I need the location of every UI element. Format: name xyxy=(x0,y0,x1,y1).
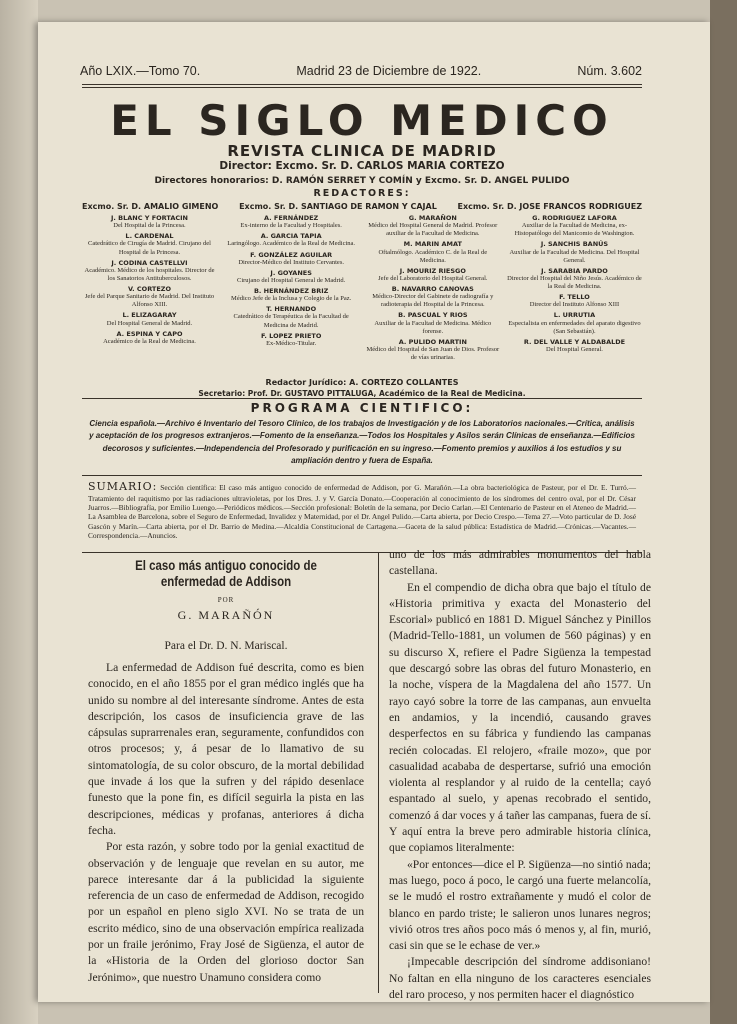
redactor-name: J. GOYANES xyxy=(270,268,312,277)
redactor-entry xyxy=(82,232,217,256)
redactor-title: Ex-interno de la Facultad y Hospitales. xyxy=(240,222,342,230)
programa-text: Ciencia española.—Archivo é Inventario del Tesoro Clínico, de los trabajos de Investigación y de los Laboratorios nacionales.—Crítica, análisis y aceptación de los progresos extranjeros.—Fomento de la enseñanza.—Todos los Hospitales y Asilos serán Clínicas de enseñanza.—Edificios decorosos y suficientes.—Independencia del Profesorado y purificación en su ingreso.—Fomento premios y auxilios á los estudios y su ampliación dentro y fuera de España. xyxy=(89,419,635,466)
redactor-title: Auxiliar de la Facultad de Medicina, ex-Histopatólogo del Manicomio de Washington. xyxy=(514,222,635,238)
redactor-title: Del Hospital General de Madrid. xyxy=(106,319,193,327)
article-author: G. MARAÑÓN xyxy=(177,608,275,622)
article-title: El caso más antiguo conocido de enfermedad de Addison xyxy=(135,557,317,590)
redactor-entry xyxy=(224,214,359,230)
redactor-title: Catedrático de Cirugía de Madrid. Cirujano del Hospital de la Princesa. xyxy=(88,240,211,256)
redactor-name: F. LOPEZ PRIETO xyxy=(260,331,322,340)
secretario-line: Secretario: Prof. Dr. GUSTAVO PITTALUGA, Académico de la Real de Medicina. xyxy=(198,389,526,398)
redactor-name: F. GONZÁLEZ AGUILAR xyxy=(250,250,333,259)
sumario-text: Sección científica: El caso más antiguo conocido de enfermedad de Addison, por G. Marañón.—La obra bacteriológica de Pasteur, por el Dr. E. Turró.—Tratamiento del raquitismo por las radiaciones ultravioletas, por los Dres. J. y V. García Donato.—Cooperación al conocimiento de los síndromes del centro oval, por el Dr. César Juarros.—Bibliografía, por Emilio Luengo.—Periódicos médicos.—Sección profesional: Boletín de la semana, por Decio Carlan.—El Centenario de Pasteur en el Ateneo de Madrid.—La Asamblea de Barcelona, sobre el Seguro de Enfermedad, Invalidez y Maternidad, por el Dr. Angel Pulido.—Carta abierta, por Decio Crespo.—Tema 27.—Voto particular de D. José Gascón y Marín.—Carta abierta, por el Dr. Barrio de Medina.—Alcaldía Constitucional de Cartagena.—Gaceta de la salud pública: Estadística de Madrid.—Crónicas.—Vacantes.—Correspondencia.—Anuncios. xyxy=(88,483,636,540)
redactor-title: Jefe del Parque Sanitario de Madrid. Del Instituto Alfonso XIII. xyxy=(84,293,215,309)
redactor-title: Especialista en enfermedades del aparato digestivo (San Sebastián). xyxy=(508,319,641,335)
redactor-entry xyxy=(365,338,500,362)
sumario-label: SUMARIO: xyxy=(88,480,158,493)
masthead-subtitle: REVISTA CLINICA DE MADRID xyxy=(227,142,497,160)
redactor-title: Académico de la Real de Medicina. xyxy=(103,337,196,345)
paragraph: Por esta razón, y sobre todo por la genial exactitud de observación y de lenguaje que revelan en su autor, me parece interesante dar á la publicidad la siguiente referencia de un caso de enfermedad de Addison, recogido por un español en pleno siglo XVI. No se trata de un escrito médico, sino de una observación empírica realizada por un fraile jerónimo, Fray José de Sigüenza, el autor de la «Historia de la Orden del glorioso doctor San Jerónimo», que nuestro Unamuno considera como xyxy=(88,840,364,984)
masthead-title: EL SIGLO MEDICO xyxy=(110,96,614,145)
redactor-entry xyxy=(82,259,217,283)
article-dedication: Para el Dr. D. N. Mariscal. xyxy=(164,640,288,652)
redactor-name: L. URRUTIA xyxy=(553,311,596,320)
redactor-name: G. MARAÑON xyxy=(408,214,457,222)
top-rule-2 xyxy=(82,87,642,88)
redactores-columns xyxy=(82,214,642,364)
sumario xyxy=(88,480,636,540)
redactor-name: J. SARABIA PARDO xyxy=(541,266,608,275)
redactor-name: A. PULIDO MARTIN xyxy=(398,337,467,346)
redactor-entry xyxy=(82,330,217,346)
redactor-entry xyxy=(224,232,359,248)
masthead-bottom-rule xyxy=(82,398,642,399)
redactor-name: J. CODINA CASTELLVI xyxy=(111,258,188,267)
redactor-title: Auxiliar de la Facultad de Medicina. Médico forense. xyxy=(374,319,492,335)
redactores-col-4 xyxy=(507,214,642,364)
redactor-title: Médico del Hospital General de Madrid. Profesor auxiliar de la Facultad de Medicina. xyxy=(368,222,498,238)
redactor-title: Auxiliar de la Facultad de Medicina. Del Hospital General. xyxy=(509,248,640,264)
redactores-label: REDACTORES: xyxy=(313,188,411,199)
issue-line xyxy=(80,64,642,78)
paragraph: La enfermedad de Addison fué descrita, como es bien conocido, en el año 1855 por el gran médico inglés que ha unido su nombre al del interesante síndrome. Antes de esta descripción, los casos de insuficiencia grave de las cápsulas suprarrenales eran, seguramente, confundidos con otros procesos; y, á pesar de lo llamativo de su sintomatología, de su color obscuro, de la mortal debilidad que invade á los que la sufren y del rápido desenlace funesto que la pone fin, es difícil seguirla la pista en las descripciones, médicas y profanas, anteriores á dicha fecha. xyxy=(88,661,364,837)
paragraph: «Por entonces—dice el P. Sigüenza—no sintió nada; mas luego, poco á poco, le cargó una fuerte melancolía, se le mudó el rostro extrañamente y mudó el color de blanco en pardo triste; le salieron unos lunares negros; vivió otros tres años poco más ó menos y, al fin, murió, casi sin que se le echase de ver.» xyxy=(389,857,651,953)
redactor-head-3: Excmo. Sr. D. JOSE FRANCOS RODRIGUEZ xyxy=(457,202,642,211)
programa-title: PROGRAMA CIENTIFICO: xyxy=(250,401,474,415)
redactor-entry xyxy=(224,287,359,303)
redactor-name: B. NAVARRO CANOVAS xyxy=(391,285,474,293)
issue-number: Núm. 3.602 xyxy=(577,64,642,78)
redactor-name: R. DEL VALLE Y ALDABALDE xyxy=(523,337,626,346)
redactor-entry xyxy=(82,285,217,309)
redactor-name: B. HERNÁNDEZ BRIZ xyxy=(253,287,329,295)
column-divider xyxy=(378,553,379,993)
article-por: POR xyxy=(217,596,235,604)
issue-date: Madrid 23 de Diciembre de 1922. xyxy=(296,64,482,78)
redactor-name: J. BLANC Y FORTACIN xyxy=(111,214,188,222)
programa-rule xyxy=(82,475,642,476)
redactor-head-1: Excmo. Sr. D. AMALIO GIMENO xyxy=(82,202,219,211)
redactor-name: G. RODRIGUEZ LAFORA xyxy=(532,214,617,222)
redactor-name: A. GARCIA TAPIA xyxy=(260,232,322,241)
redactor-entry xyxy=(224,332,359,348)
honorary-directors: Directores honorarios: D. RAMÓN SERRET Y COMÍN y Excmo. Sr. D. ANGEL PULIDO xyxy=(154,176,570,186)
article-column-right xyxy=(389,547,651,1003)
redactor-entry xyxy=(365,214,500,238)
redactor-title: Director-Médico del Instituto Cervantes. xyxy=(238,258,344,266)
redactor-name: M. MARIN AMAT xyxy=(403,240,462,249)
redactor-name: A. FERNÁNDEZ xyxy=(264,214,319,222)
paragraph: En el compendio de dicha obra que bajo el título de «Historia primitiva y exacta del Monasterio del Escorial» publicó en 1881 D. Miguel Sánchez y Pinillos (Madrid-Tello-1881, un volumen de 560 páginas) y en su discurso X, refiere el Padre Sigüenza la tempestad que descargó sobre las obras del futuro Monasterio, en la noche, víspera de la Magdalena del año 1577. Un rayo cayó sobre la torre de las campanas, aun envuelta en andamios, y la incendió, causando graves desperfectos en su fábrica y fundiendo las campanas recién colocadas. El relojero, «fraile mozo», que por casualidad acababa de despertarse, sufrió una emoción violenta al resplandor y al ruido de la centella; cayó espantado al suelo, y apenas recobrado el sentido, comenzó á dar voces y á tañer las campanas, fuera de sí. Y aquí entra la breve pero admirable historia clínica, que copiamos literalmente: xyxy=(389,580,651,855)
redactor-name: T. HERNANDO xyxy=(266,305,317,314)
redactor-title: Laringólogo. Académico de la Real de Medicina. xyxy=(227,240,356,248)
redactor-title: Director del Instituto Alfonso XIII xyxy=(529,301,620,309)
redactor-entry xyxy=(507,214,642,238)
redactor-entry xyxy=(507,293,642,309)
redactor-title: Académico. Médico de los hospitales. Director de los Sanatorios Antituberculosos. xyxy=(84,266,215,282)
year-volume: Año LXIX.—Tomo 70. xyxy=(80,64,201,78)
redactor-entry xyxy=(507,311,642,335)
redactor-head-2: Excmo. Sr. D. SANTIAGO DE RAMON Y CAJAL xyxy=(239,202,437,211)
redactor-title: Del Hospital General. xyxy=(546,345,603,353)
redactor-name: B. PASCUAL Y RIOS xyxy=(398,311,468,320)
redactor-title: Cirujano del Hospital General de Madrid. xyxy=(237,276,346,284)
redactores-col-2 xyxy=(224,214,359,364)
redactor-title: Del Hospital de la Princesa. xyxy=(113,222,186,230)
book-gutter xyxy=(0,0,38,1024)
article-column-left xyxy=(88,660,364,986)
redactor-entry xyxy=(224,251,359,267)
page-edge xyxy=(710,0,737,1024)
redactor-entry xyxy=(224,269,359,285)
redactor-name: A. ESPINA Y CAPO xyxy=(116,329,183,338)
redactor-entry xyxy=(365,267,500,283)
redactor-entry xyxy=(507,240,642,264)
paragraph: ¡Impecable descripción del síndrome addisoniano! No faltan en ella ninguno de los caracteres esenciales del raro proceso, y nos permiten hacer el diagnóstico xyxy=(389,955,651,1002)
redactor-name: L. CARDENAL xyxy=(125,232,174,241)
redactor-name: F. TELLO xyxy=(559,293,590,302)
redactor-entry xyxy=(82,311,217,327)
redactores-col-1 xyxy=(82,214,217,364)
redactor-juridico: Redactor Jurídico: A. CORTEZO COLLANTES xyxy=(265,378,459,387)
redactor-title: Médico del Hospital de San Juan de Dios. Profesor de vías urinarias. xyxy=(366,345,500,361)
redactor-title: Ex-Médico-Titular. xyxy=(266,339,317,347)
redactor-entry xyxy=(507,267,642,291)
redactor-title: Catedrático de Terapéutica de la Facultad de Medicina de Madrid. xyxy=(233,313,349,329)
redactores-heads xyxy=(82,202,642,211)
redactor-title: Médico-Director del Gabinete de radiografía y radioterapia del Hospital de la Princesa. xyxy=(372,293,494,309)
redactor-name: V. CORTEZO xyxy=(127,285,172,293)
redactor-entry xyxy=(82,214,217,230)
redactor-entry xyxy=(365,285,500,309)
redactor-entry xyxy=(365,311,500,335)
redactor-title: Jefe del Laboratorio del Hospital General. xyxy=(378,274,488,282)
redactor-title: Oftalmólogo. Académico C. de la Real de Medicina. xyxy=(378,248,488,264)
redactor-title: Director del Hospital del Niño Jesús. Académico de la Real de Medicina. xyxy=(507,274,642,290)
redactor-entry xyxy=(365,240,500,264)
redactor-name: L. ELIZAGARAY xyxy=(122,311,177,320)
top-rule xyxy=(82,84,642,85)
redactor-title: Médico Jefe de la Inclusa y Colegio de la Paz. xyxy=(231,295,352,303)
paragraph: uno de los más admirables monumentos del habla castellana. xyxy=(389,548,651,578)
redactores-col-3 xyxy=(365,214,500,364)
director-line: Director: Excmo. Sr. D. CARLOS MARIA CORTEZO xyxy=(219,160,505,172)
redactor-entry xyxy=(507,338,642,354)
redactor-name: J. MOURIZ RIESGO xyxy=(399,266,466,275)
redactor-name: J. SANCHIS BANÚS xyxy=(540,240,609,249)
redactor-entry xyxy=(224,305,359,329)
